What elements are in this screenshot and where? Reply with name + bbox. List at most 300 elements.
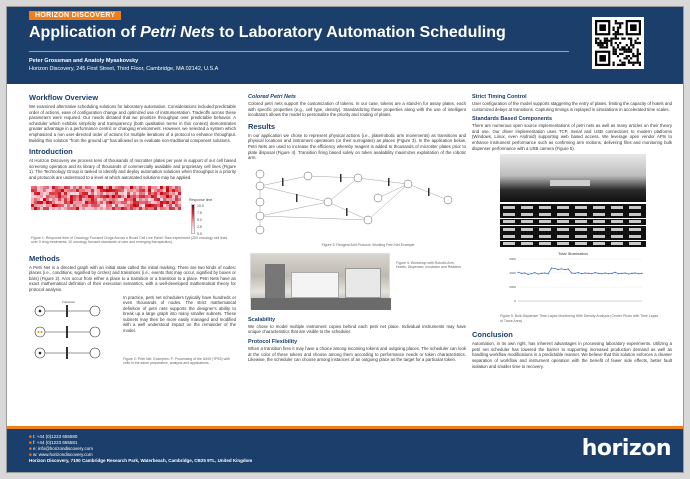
qr-module	[623, 48, 625, 50]
time-lapse-frame	[557, 213, 569, 216]
affiliation: Horizon Discovery, 245 First Street, Third Floor, Cambridge, MA 02142, U.S.A	[29, 66, 219, 72]
strict-timing-heading: Strict Timing Control	[472, 94, 527, 100]
time-lapse-frame	[503, 235, 515, 238]
qr-module	[613, 46, 615, 48]
legend-value: 2.5	[197, 224, 202, 229]
chart-point	[554, 268, 555, 269]
legend-value: 7.5	[197, 210, 202, 215]
qr-module	[602, 46, 604, 48]
qr-module	[639, 64, 641, 66]
time-lapse-row	[500, 211, 646, 218]
qr-module	[619, 27, 621, 29]
time-lapse-frame	[575, 235, 587, 238]
photo-robot-arm	[265, 264, 285, 298]
qr-module	[637, 55, 639, 57]
dispenser-camera-photo	[500, 154, 646, 202]
qr-module	[606, 42, 608, 44]
photo-instrument-hotel	[291, 272, 339, 298]
petri-net-row-3	[35, 347, 100, 359]
qr-module	[617, 29, 619, 31]
chart-point	[598, 273, 599, 274]
colored-petri-heading: Colored Petri Nets	[248, 94, 296, 100]
heatmap	[31, 186, 181, 210]
time-lapse-frame	[629, 213, 641, 216]
qr-module	[617, 31, 619, 33]
qr-module	[617, 33, 619, 35]
qr-finder	[630, 24, 637, 31]
qr-module	[632, 53, 634, 55]
chart-point	[635, 273, 636, 274]
heatmap-legend-bar	[191, 204, 195, 234]
time-lapse-frame	[521, 242, 533, 245]
qr-module	[619, 22, 621, 24]
time-lapse-frame	[557, 206, 569, 209]
qr-module	[623, 64, 625, 66]
qr-module	[606, 44, 608, 46]
chart-point	[594, 272, 595, 273]
results-heading: Results	[248, 121, 276, 131]
qr-module	[617, 64, 619, 66]
qr-module	[628, 55, 630, 57]
qr-module	[613, 53, 615, 55]
qr-module	[599, 40, 601, 42]
qr-module	[615, 22, 617, 24]
chart-point	[601, 273, 602, 274]
methods-text-2: In practice, petri net schedulers typically have hundreds or even thousands of nodes. The strict mathematical definition of petri nets supports the designer's ability to break up a large graph into many smaller subnets. These subnets may then be more easily managed and modified with a well understood impact on the remainder of the model.	[123, 294, 236, 334]
transition-label: Transition	[62, 299, 76, 304]
heatmap-legend-title: Response time	[189, 197, 213, 202]
qr-module	[595, 42, 597, 44]
qr-module	[639, 42, 641, 44]
chart-point	[551, 268, 552, 269]
chart-point	[517, 272, 518, 273]
chart-point	[638, 273, 639, 274]
protocol-flexibility-heading: Protocol Flexibility	[248, 338, 298, 345]
qr-module	[602, 42, 604, 44]
methods-heading: Methods	[29, 253, 60, 263]
column-3	[472, 89, 672, 369]
poster	[6, 6, 684, 473]
qr-module	[634, 62, 636, 64]
figure-3	[248, 164, 466, 250]
qr-module	[634, 55, 636, 57]
footer-address: Horizon Discovery, 7100 Cambridge Research Park, Waterbeach, Cambridge, CB25 9TL, United Kingdom	[29, 458, 253, 463]
time-lapse-frame	[539, 220, 551, 223]
qr-module	[617, 27, 619, 29]
qr-module	[626, 48, 628, 50]
figure-3-caption: Figure 3: Reagent Add Protocol: Working Petri Net Example	[321, 242, 415, 247]
time-lapse-frame	[521, 213, 533, 216]
qr-module	[604, 40, 606, 42]
figure-1	[29, 184, 236, 246]
qr-module	[617, 22, 619, 24]
time-lapse-frame	[629, 235, 641, 238]
footer-email: ■ e: info@horizondiscovery.com	[29, 446, 93, 451]
qr-module	[628, 59, 630, 61]
qr-module	[610, 42, 612, 44]
chart-point	[631, 273, 632, 274]
qr-module	[639, 62, 641, 64]
time-lapse-frame	[557, 228, 569, 231]
overview-text: We examined alternative scheduling solutions for laboratory automation. Considerations included predictable order of actions, ease of configuration change and optimized use of instrumentation. Tradeoffs across these parameters were required. Our needs dictated that we prioritize throughput over predictable behavior. A scheduler which exhibits simplicity and transparency (both qualitative terms in this context) demonstrates greater advantage in a performance centric or changing environment. However, we selected a system which emphasized a non user-directed order of actions for multiple iterations of a protocol to enhance throughput. Building this solution "from the ground up" has allowed us to evaluate non-traditional component solutions.	[29, 104, 236, 143]
time-lapse-row	[500, 219, 646, 226]
qr-module	[615, 51, 617, 53]
figure-4	[248, 253, 466, 311]
qr-module	[617, 46, 619, 48]
qr-module	[626, 57, 628, 59]
time-lapse-frame	[629, 206, 641, 209]
qr-module	[621, 62, 623, 64]
qr-module	[634, 40, 636, 42]
qr-module	[621, 22, 623, 24]
qr-module	[619, 42, 621, 44]
footer	[7, 426, 684, 473]
qr-module	[630, 40, 632, 42]
title-prefix: Application of	[29, 24, 141, 41]
qr-module	[637, 62, 639, 64]
methods-text: A Petri Net is a directed graph with an initial state called the initial marking. There are two kinds of nodes: places (i.e., conditions, signified by circles) and transitions (i.e., events that may occur, signified by boxes or bars) (Figure 2). Arcs occur from either a place to a transition or a transition to a place. Petri Nets have an exact mathematical definition of their execution semantics, with a well-developed mathematical theory for protocol analysis.	[29, 264, 236, 292]
chart-point	[611, 273, 612, 274]
qr-module	[619, 48, 621, 50]
chart-point	[561, 268, 562, 269]
petri-net-row-1	[35, 305, 100, 317]
figure-4-caption: Figure 4: Workshop with Robotic Arm, Hotels, Dispenser, Incubator and Readers	[396, 260, 461, 270]
qr-module	[613, 29, 615, 31]
figure-5-caption: Figure 5: Bulk Dispenser Time-Lapse Monitoring With Density Analysis (Center Photo with Time Lapse of Trace Area)	[500, 314, 659, 323]
time-lapse-frame	[593, 213, 605, 216]
petri-net-row-2	[35, 326, 100, 338]
time-lapse-frame	[539, 242, 551, 245]
chart-series-line	[518, 268, 642, 274]
time-lapse-frame	[629, 220, 641, 223]
chart-point	[524, 273, 525, 274]
standards-heading: Standards Based Components	[472, 116, 553, 123]
qr-module	[613, 38, 615, 40]
time-lapse-frame	[575, 220, 587, 223]
qr-module	[615, 20, 617, 22]
header	[7, 7, 684, 84]
qr-module	[621, 46, 623, 48]
qr-module	[610, 44, 612, 46]
qr-module	[623, 62, 625, 64]
chart-y-tick-label: 4000	[509, 271, 516, 276]
qr-module	[619, 64, 621, 66]
qr-module	[630, 42, 632, 44]
time-lapse-frame	[575, 206, 587, 209]
time-lapse-frame	[629, 228, 641, 231]
chart-point	[558, 269, 559, 270]
qr-module	[608, 40, 610, 42]
qr-module	[619, 24, 621, 26]
qr-module	[623, 57, 625, 59]
time-lapse-frame	[521, 228, 533, 231]
time-lapse-frame	[611, 206, 623, 209]
qr-module	[626, 55, 628, 57]
petri-net-diagram	[29, 297, 111, 367]
qr-module	[634, 42, 636, 44]
qr-module	[621, 33, 623, 35]
qr-module	[619, 59, 621, 61]
conclusion-heading: Conclusion	[472, 330, 513, 340]
qr-module	[632, 46, 634, 48]
time-lapse-frame	[611, 213, 623, 216]
time-lapse-frame	[503, 220, 515, 223]
legend-value: 5.0	[197, 217, 202, 222]
time-lapse-row	[500, 226, 646, 233]
intro-text: At Horizon Discovery we process tens of thousands of microtiter plates per year in support of our cell based screening operation and its library of thousands of commercially available and proprietary cell lines (Figure 1). The Technology Group is tasked to identify and deploy automation solutions when throughput is a priority and protocols are understood to a level at which automated solutions may be applied.	[29, 158, 236, 180]
qr-module	[597, 44, 599, 46]
chart-point	[568, 269, 569, 270]
qr-finder	[599, 24, 606, 31]
time-lapse-frame	[593, 235, 605, 238]
chart-point	[544, 273, 545, 274]
legend-value: 10.0	[197, 203, 204, 208]
time-lapse-frame	[557, 242, 569, 245]
qr-module	[599, 44, 601, 46]
time-lapse-frame	[521, 220, 533, 223]
reagent-petri-net-diagram	[248, 164, 466, 244]
figure-5	[472, 154, 672, 322]
chart-point	[641, 273, 642, 274]
time-lapse-frame	[611, 235, 623, 238]
title-emphasis: Petri Nets	[140, 24, 215, 41]
chart-point	[534, 272, 535, 273]
chart-point	[564, 269, 565, 270]
chart-point	[527, 274, 528, 275]
methods-figure-row	[29, 295, 236, 375]
standards-text: There are numerous open source implementations of petri nets as well as many articles on their theory and use. Our driver implementation uses TCP, Serial and USB connections to modern platforms (Windows, Linux, even Android) supporting web based access. We leverage open vendor APIs to enhance instrument performance such as confirming arm motions, delivering files and monitoring bulk dispenser performance with a USB camera (Figure 5).	[472, 123, 672, 151]
qr-module	[637, 48, 639, 50]
time-lapse-frame	[575, 228, 587, 231]
qr-module	[632, 55, 634, 57]
qr-module	[606, 38, 608, 40]
qr-module	[630, 38, 632, 40]
qr-module	[613, 33, 615, 35]
time-lapse-frame	[503, 242, 515, 245]
time-lapse-frame	[503, 228, 515, 231]
time-lapse-frame	[521, 235, 533, 238]
qr-module	[613, 27, 615, 29]
qr-module	[637, 59, 639, 61]
colored-petri-text: Colored petri nets support the customization of tokens. In our case, tokens are a stand-in for assay plates, each with specific properties (e.g., cell type, density). Standardizing these properties along with the use of intelligent incubators allows the model to personalize the priority and routing of plates.	[248, 101, 466, 118]
legend-value: 0.0	[197, 231, 202, 236]
qr-module	[615, 31, 617, 33]
photo-dispenser-plate	[550, 180, 590, 186]
column-1	[29, 89, 236, 375]
chart-point	[581, 273, 582, 274]
chart-point	[625, 273, 626, 274]
qr-module	[604, 46, 606, 48]
qr-module	[637, 42, 639, 44]
qr-module	[595, 38, 597, 40]
footer-accent-bar	[7, 426, 684, 429]
chart-point	[521, 273, 522, 274]
qr-module	[615, 53, 617, 55]
qr-module	[613, 51, 615, 53]
footer-contact	[29, 434, 252, 464]
chart-point	[578, 272, 579, 273]
scalability-heading: Scalability	[248, 316, 276, 323]
time-lapse-frame	[611, 228, 623, 231]
qr-module	[623, 38, 625, 40]
qr-module	[628, 51, 630, 53]
qr-module	[610, 38, 612, 40]
time-lapse-frame	[539, 235, 551, 238]
time-lapse-frame	[629, 242, 641, 245]
qr-module	[615, 42, 617, 44]
qr-module	[613, 62, 615, 64]
results-text: In our application we chose to represent physical actions (i.e., plate/robotic arm movements) as transitions and physical locations and instrument operations (or their surrogates) as places (Figure 3). In the application below, Petri Nets are used to increase the efficiency whereby reagent is added to thousands of microtiter plates prior to plate disposal (Figure 4). Transition firing based solely on token availability maximizes exploitation of the robotic arm.	[248, 132, 466, 161]
horizon-logo: horizon	[581, 436, 671, 461]
column-2	[248, 89, 466, 363]
qr-module	[630, 51, 632, 53]
authors: Peter Grossman and Anatoly Myaskovsky	[29, 58, 139, 64]
chart-point	[541, 273, 542, 274]
time-lapse-frame	[575, 242, 587, 245]
qr-module	[630, 48, 632, 50]
time-lapse-frame	[593, 242, 605, 245]
time-lapse-frame	[557, 220, 569, 223]
intro-heading: Introduction	[29, 147, 73, 157]
qr-module	[610, 40, 612, 42]
time-lapse-frame	[503, 206, 515, 209]
chart-y-tick-label: 0	[514, 299, 516, 304]
qr-module	[597, 42, 599, 44]
qr-module	[615, 48, 617, 50]
qr-code	[592, 17, 644, 69]
time-lapse-frame	[557, 235, 569, 238]
qr-module	[595, 40, 597, 42]
qr-module	[630, 57, 632, 59]
chart-point	[628, 274, 629, 275]
qr-module	[617, 44, 619, 46]
qr-module	[621, 48, 623, 50]
qr-module	[617, 55, 619, 57]
chart-point	[531, 273, 532, 274]
qr-module	[602, 44, 604, 46]
poster-title	[29, 24, 506, 42]
qr-code-icon	[595, 20, 641, 66]
header-divider	[29, 51, 569, 52]
brand-label: HORIZON DISCOVERY	[29, 11, 121, 20]
conclusion-text: Automation, in its own right, has inherent advantages in processing laboratory experiments. Utilizing a petri net scheduler has lowered the barrier to supporting increased production demand as well as handling workflow modifications in a predictable manner. We believe that this solution enforces a cleaner separation of workflow and instrument operation with the benefit of fewer side effects, better fault isolation and smaller time to recovery.	[472, 341, 672, 369]
qr-module	[606, 40, 608, 42]
chart-point	[588, 273, 589, 274]
time-lapse-frame	[503, 213, 515, 216]
qr-module	[639, 53, 641, 55]
qr-module	[621, 38, 623, 40]
qr-module	[630, 44, 632, 46]
chart-point	[605, 273, 606, 274]
qr-module	[626, 44, 628, 46]
qr-module	[623, 51, 625, 53]
qr-module	[615, 35, 617, 37]
qr-module	[628, 48, 630, 50]
time-lapse-frame	[539, 206, 551, 209]
time-lapse-frame	[593, 206, 605, 209]
chart-point	[615, 272, 616, 273]
chart-point	[618, 273, 619, 274]
illumination-chart	[500, 249, 646, 313]
qr-module	[621, 53, 623, 55]
figure-1-caption: Figure 1: Response time of Oncology Focused Drugs Across a Broad Cell Line Panel. Raw experiment (200 oncology cell lines over 3 drug treatments; 10 oncology focused standards of care and emerging therapeutics).	[31, 235, 228, 244]
heatmap-cell	[178, 207, 181, 210]
strict-timing-text: User configuration of the model supports staggering the entry of plates, limiting the capacity of hotels and customized delays at transitions. Capturing timings is replayed in simulations in accelerated time scales.	[472, 101, 672, 112]
protocol-flexibility-text: When a transition fires it may have a choice among incoming tokens and outgoing places. The scheduler can look at the color of these tokens and choose among them according to performance needs or token characteristics. Likewise, the scheduler can choose among instances of an outgoing place as the target for a particular token.	[248, 345, 466, 363]
qr-module	[628, 62, 630, 64]
overview-heading: Workflow Overview	[29, 93, 99, 102]
qr-module	[604, 38, 606, 40]
time-lapse-frame	[539, 228, 551, 231]
footer-fax: ■ f: +44 (0)1223 655581	[29, 440, 78, 445]
title-suffix: to Laboratory Automation Scheduling	[214, 24, 506, 41]
qr-module	[637, 53, 639, 55]
chart-point	[584, 273, 585, 274]
time-lapse-frame	[593, 220, 605, 223]
qr-module	[630, 62, 632, 64]
time-lapse-frame	[611, 220, 623, 223]
chart-point	[621, 273, 622, 274]
time-lapse-row	[500, 233, 646, 240]
qr-module	[599, 46, 601, 48]
footer-website: ■ w: www.horizondiscovery.com	[29, 452, 93, 457]
qr-module	[621, 64, 623, 66]
footer-phone: ■ t: +44 (0)1223 655580	[29, 434, 78, 439]
qr-module	[599, 42, 601, 44]
qr-module	[604, 42, 606, 44]
chart-point	[571, 273, 572, 274]
qr-module	[606, 46, 608, 48]
scalability-text: We chose to model multiple instrument copies behind each petri net place. Individual instruments may have unique characteristics that are visible to the scheduler.	[248, 323, 466, 335]
time-lapse-frame	[521, 206, 533, 209]
qr-module	[597, 38, 599, 40]
time-lapse-frame	[611, 242, 623, 245]
chart-point	[574, 273, 575, 274]
chart-point	[538, 274, 539, 275]
chart-title: Total Illumination	[558, 251, 588, 257]
chart-y-tick-label: 2000	[509, 285, 516, 290]
chart-point	[591, 273, 592, 274]
qr-module	[632, 64, 634, 66]
qr-module	[632, 62, 634, 64]
qr-module	[613, 48, 615, 50]
figure-2-caption: Figure 2: Petri Net. Examples: P: Processing of the A549 (TP53) with cells in the same preparation, analysis and applications.	[123, 356, 230, 365]
time-lapse-frame	[539, 213, 551, 216]
qr-module	[617, 38, 619, 40]
qr-module	[637, 38, 639, 40]
time-lapse-row	[500, 204, 646, 211]
qr-module	[628, 38, 630, 40]
qr-module	[637, 51, 639, 53]
heatmap-legend-values	[197, 203, 204, 238]
qr-module	[615, 33, 617, 35]
photo-bench	[251, 298, 391, 310]
time-lapse-row	[500, 241, 646, 248]
time-lapse-strip	[500, 204, 646, 248]
lab-workstation-photo	[250, 253, 390, 309]
qr-module	[628, 46, 630, 48]
qr-module	[615, 38, 617, 40]
qr-module	[619, 33, 621, 35]
qr-module	[637, 57, 639, 59]
photo-dispenser	[345, 268, 381, 298]
qr-module	[626, 51, 628, 53]
qr-module	[619, 53, 621, 55]
chart-point	[608, 273, 609, 274]
time-lapse-frame	[575, 213, 587, 216]
qr-module	[613, 64, 615, 66]
chart-point	[548, 273, 549, 274]
